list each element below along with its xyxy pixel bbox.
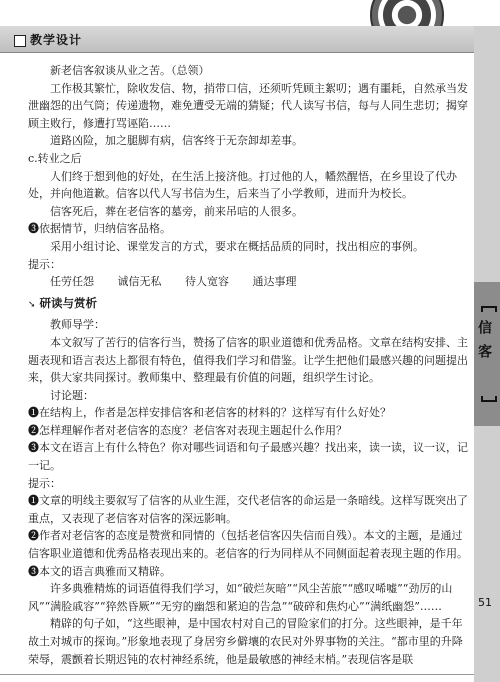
quality-list [50, 273, 472, 291]
section-heading-text: 研读与赏析 [39, 295, 98, 310]
quality-item: 通达事理 [252, 275, 297, 289]
paragraph: 采用小组讨论、课堂发言的方式，要求在概括品质的同时，找出相应的事例。 [50, 239, 424, 253]
paragraph: 道路凶险，加之腿脚有病，信客终于无奈卸却差事。 [50, 134, 303, 148]
answer-item: ❶文章的明线主要叙写了信客的从业生涯，交代老信客的命运是一条暗线。这样写既突出了重点，又表现了老信客对信客的深远影响。 [28, 494, 468, 525]
side-tab-label: 信客 [476, 320, 492, 368]
arrow-icon: ➘ [28, 299, 36, 310]
header-title: 教学设计 [30, 33, 83, 47]
paragraph: 本文叙写了苦行的信客行当，赞扬了信客的职业道德和优秀品格。文章在结构安排、主题表现和语言表达上都很有特色，值得我们学习和借鉴。让学生把他们最感兴趣的问题提出来，供大家共同探讨。教师集中、整理最有价值的问题，组织学生讨论。 [28, 335, 468, 385]
answer-item: ❸本文的语言典雅而又精辟。 [28, 564, 171, 578]
bottom-rule [0, 674, 474, 675]
question-item: ❸本文在语言上有什么特色？你对哪些词语和句子最感兴趣？找出来，读一读，议一议，记一记。 [28, 441, 468, 473]
step-item: ❸依据情节，归纳信客品格。 [28, 222, 171, 236]
section-heading [28, 295, 472, 315]
discussion-label: 讨论题： [50, 388, 94, 402]
question-item: ❶在结构上，作者是怎样安排信客和老信客的材料的？这样写有什么好处？ [28, 406, 391, 420]
quality-item: 待人宽容 [185, 275, 229, 289]
paragraph: 精辟的句子如，“这些眼神，是中国农村对自己的冒险家们的打分。这些眼神，是千年故土对城市的探询。”形象地表现了身居穷乡僻壤的农民对外界事物的关注。“都市里的升降荣辱，震颤着长期迟钝的农村神经系统，他是最敏感的神经末梢。”表现信客是联 [28, 617, 463, 666]
hint-label: 提示： [28, 257, 61, 271]
page-body [28, 62, 472, 668]
paragraph: 信客死后，葬在老信客的墓旁，前来吊唁的人很多。 [50, 204, 303, 218]
paragraph: 人们终于想到他的好处，在生活上接济他。打过他的人，幡然醒悟，在乡里设了代办处，并向他道歉。信客以代人写书信为生，后来当了小学教师，进而升为校长。 [28, 169, 457, 201]
subheading: c.转业之后 [28, 151, 82, 165]
tab-bracket-top [481, 306, 497, 312]
quality-item: 诚信无私 [117, 275, 162, 289]
tab-bracket-bottom [481, 396, 497, 402]
hint-label: 提示： [28, 476, 61, 490]
header-square-icon [14, 35, 26, 47]
page-number: 51 [478, 596, 492, 609]
paragraph: 工作极其繁忙，除收发信、物，捎带口信，还须听凭顾主絮叨；遇有噩耗，自然承当发泄幽怨的出气筒；传递遗物，难免遭受无端的猜疑；代人读写书信，每与人同生悲切；揭穿顾主败行，修遭打骂诬陷…… [28, 81, 468, 130]
paragraph: 新老信客叙谈从业之苦。（总领） [50, 64, 210, 77]
teacher-guide-label: 教师导学： [50, 318, 105, 332]
paragraph: 许多典雅精炼的词语值得我们学习，如“破烂灰暗”“风尘苦旅”“感叹唏嘘”“劲厉的山风”“满脸戚容”“猝然昏厥”“无穷的幽怨和紧迫的告急”“破碎和焦灼心”“满纸幽怨”…… [28, 582, 453, 613]
quality-item: 任劳任怨 [50, 275, 94, 289]
answer-item: ❷作者对老信客的态度是赞赏和同情的（包括老信客囚失信而自残）。本文的主题，是通过信客职业道德和优秀品格表现出来的。老信客的行为同样从不同侧面起着表现主题的作用。 [28, 529, 468, 561]
question-item: ❷怎样理解作者对老信客的态度？老信客对表现主题起什么作用？ [28, 423, 347, 437]
